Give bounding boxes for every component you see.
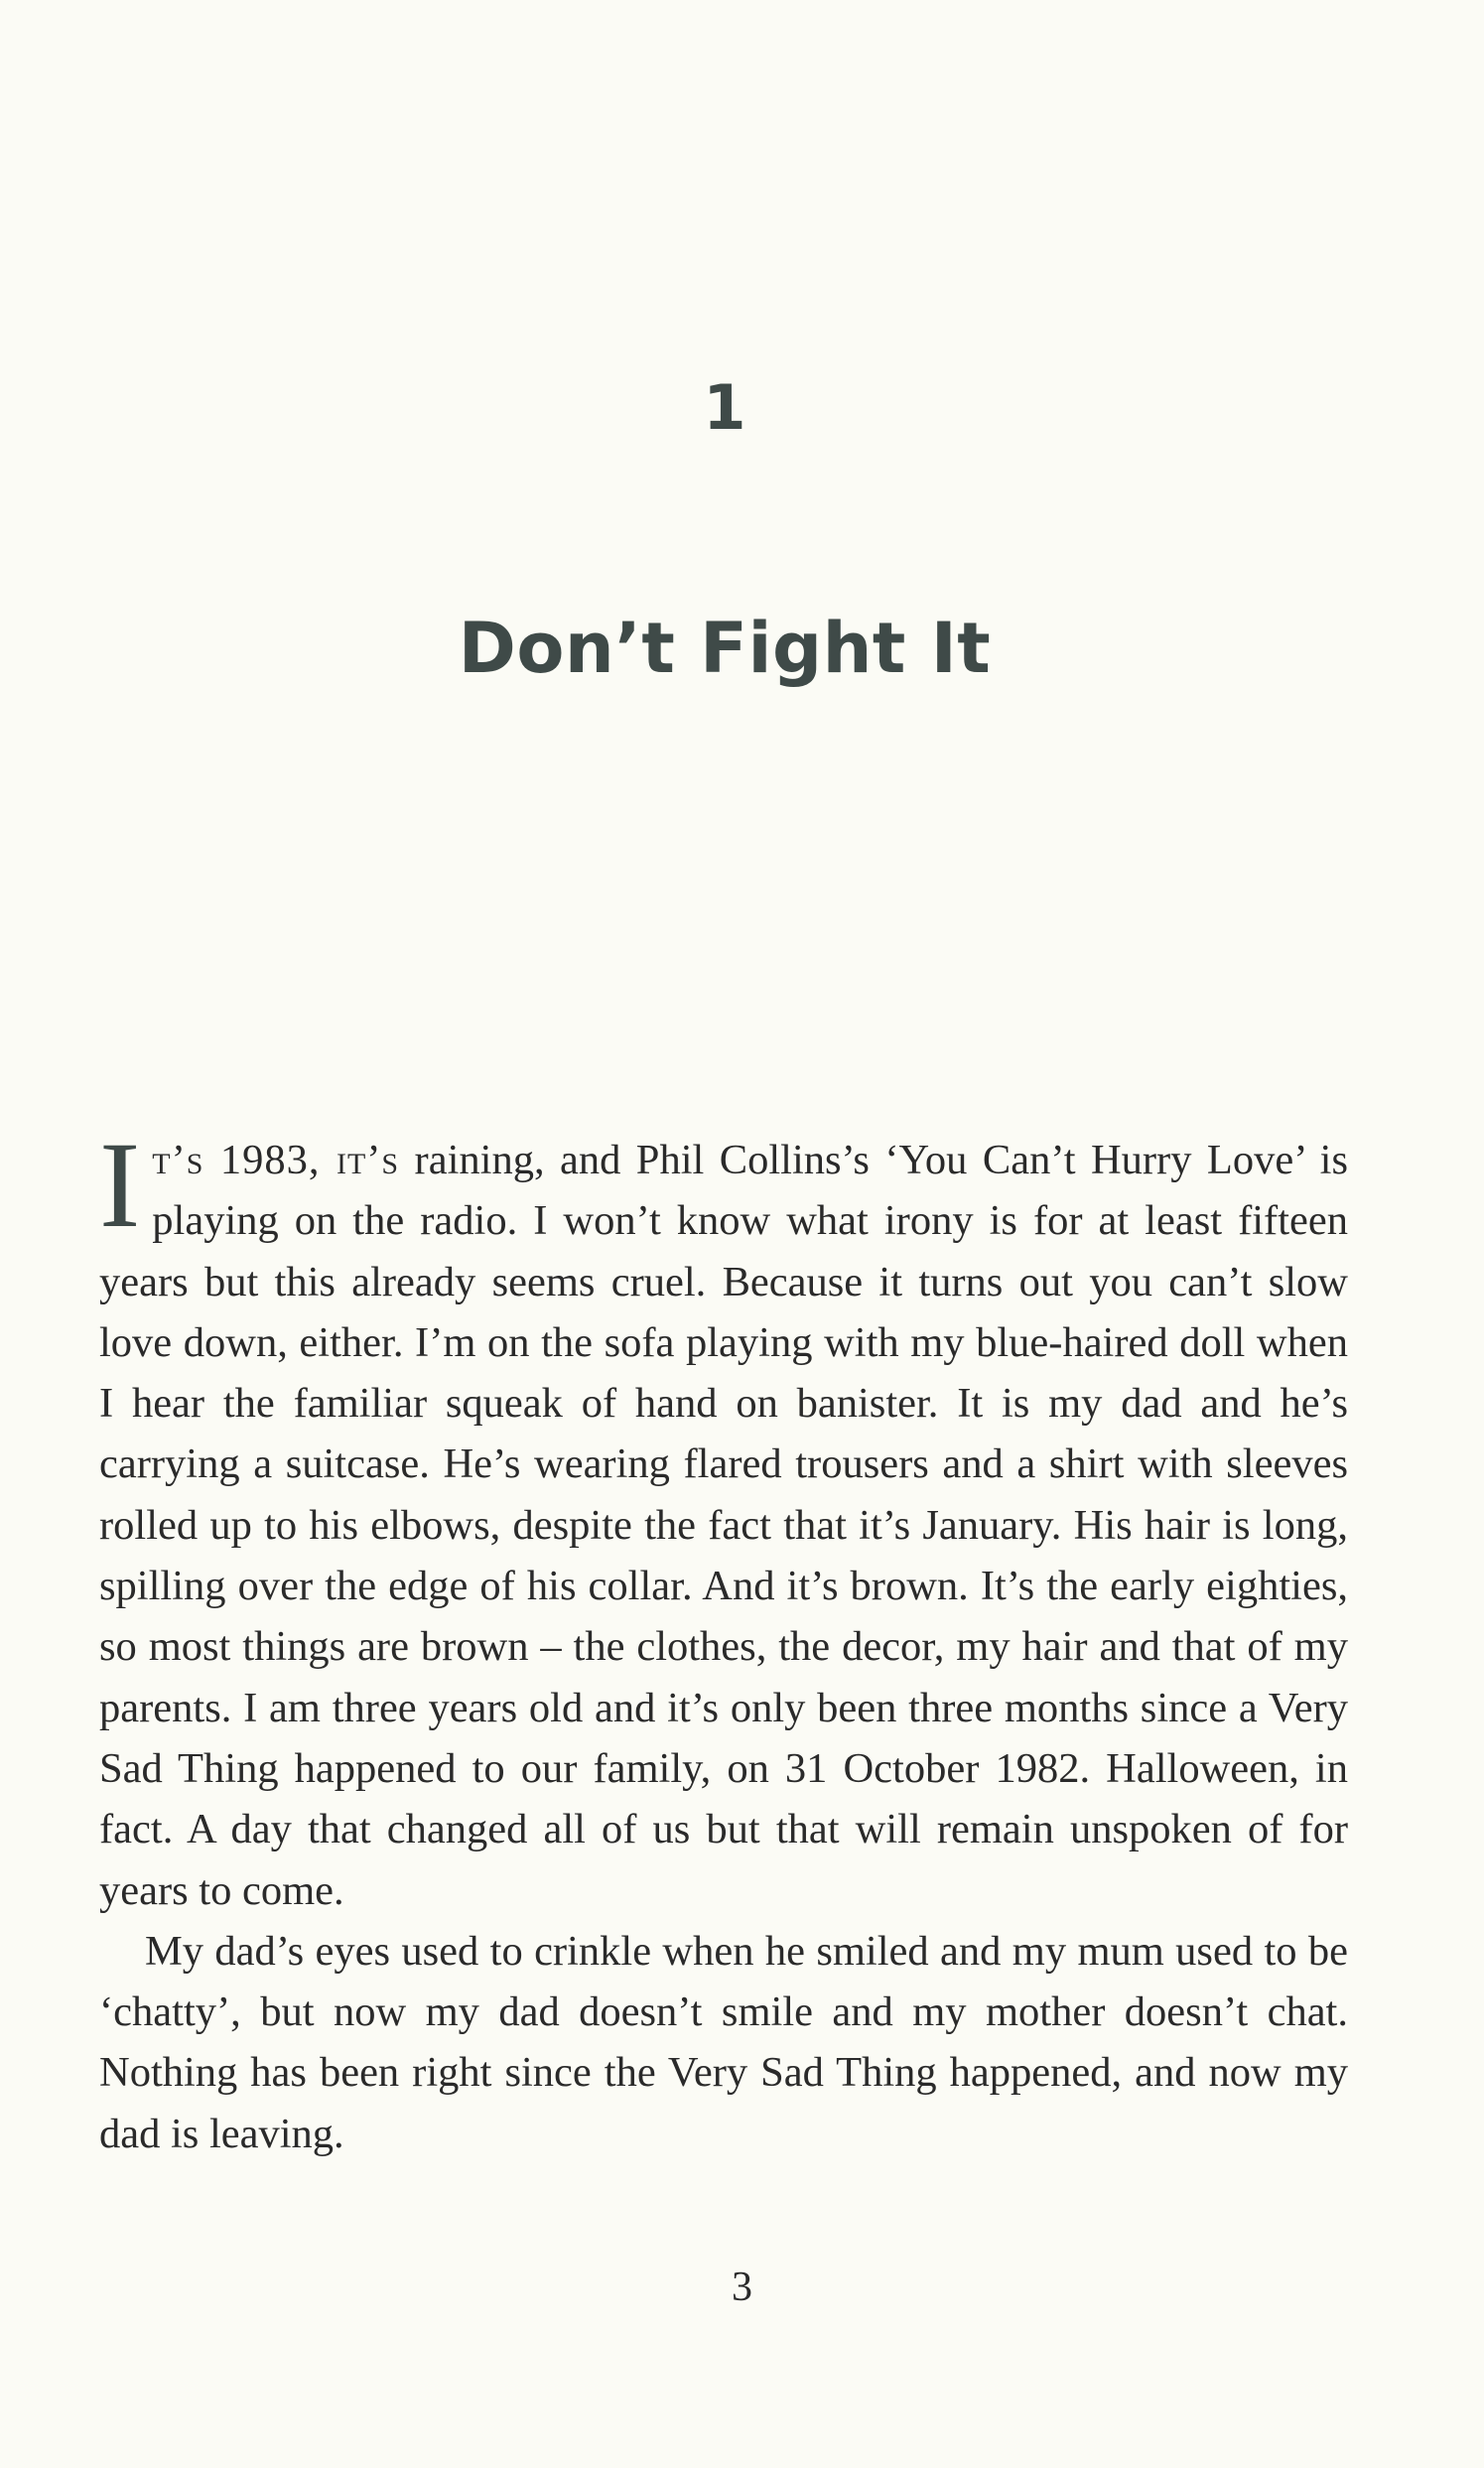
paragraph-opening [99,1117,1348,1921]
chapter-body [99,1117,1348,2164]
paragraph-opening-text: raining, and Phil Collins’s ‘You Can’t Hurry Love’ is playing on the radio. I won’t know what irony is for at least fifteen years but this already seems cruel. Because it turns out you can’t slow love down, either. I’m on the sofa playing with my blue-haired doll when I hear the familiar squeak of hand on banister. It is my dad and he’s carrying a suitcase. He’s wearing flared trousers and a shirt with sleeves rolled up to his elbows, despite the fact that it’s January. His hair is long, spilling over the edge of his collar. And it’s brown. It’s the early eighties, so most things are brown – the clothes, the decor, my hair and that of my parents. I am three years old and it’s only been three months since a Very Sad Thing happened to our family, on 31 October 1982. Halloween, in fact. A day that changed all of us but that will remain unspoken of for years to come. [99,1137,1348,1914]
paragraph-second: My dad’s eyes used to crinkle when he smiled and my mum used to be ‘chatty’, but now my dad doesn’t smile and my mother doesn’t chat. Nothing has been right since the Very Sad Thing happened, and now my dad is leaving. [99,1927,1348,2157]
drop-cap: I [99,1117,141,1253]
chapter-number: 1 [703,371,746,444]
opening-small-caps: t’s 1983, it’s [152,1137,400,1183]
chapter-title: Don’t Fight It [458,608,992,689]
page-number: 3 [732,2264,752,2310]
